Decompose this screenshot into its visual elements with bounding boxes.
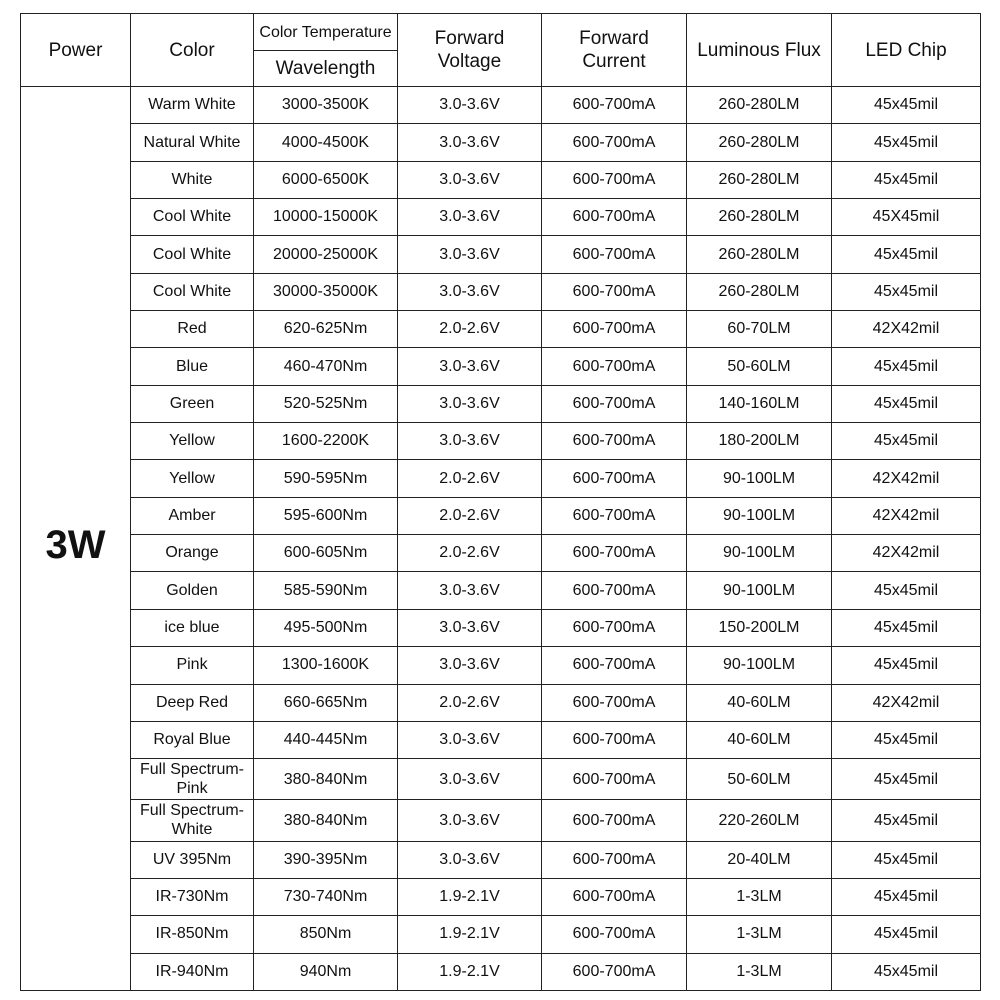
color-temperature-cell: 520-525Nm [254, 385, 398, 422]
led-chip-cell: 45x45mil [832, 841, 981, 878]
forward-current-cell: 600-700mA [542, 311, 687, 348]
color-cell: UV 395Nm [131, 841, 254, 878]
led-chip-cell: 45x45mil [832, 348, 981, 385]
led-chip-cell: 45x45mil [832, 87, 981, 124]
table-row [21, 535, 981, 572]
forward-voltage-cell: 3.0-3.6V [398, 609, 542, 646]
table-row [21, 273, 981, 310]
forward-voltage-cell: 3.0-3.6V [398, 647, 542, 684]
header-forward-current-line1: Forward [579, 28, 649, 49]
color-temperature-cell: 1600-2200K [254, 423, 398, 460]
forward-current-cell: 600-700mA [542, 800, 687, 841]
color-temperature-cell: 390-395Nm [254, 841, 398, 878]
color-cell: Orange [131, 535, 254, 572]
led-chip-cell: 45x45mil [832, 916, 981, 953]
color-cell: Blue [131, 348, 254, 385]
led-chip-cell: 45X45mil [832, 199, 981, 236]
led-chip-cell: 45x45mil [832, 721, 981, 758]
header-forward-current-line2: Current [582, 51, 646, 72]
color-temperature-cell: 850Nm [254, 916, 398, 953]
color-cell: Deep Red [131, 684, 254, 721]
luminous-flux-cell: 1-3LM [687, 916, 832, 953]
led-chip-cell: 45x45mil [832, 572, 981, 609]
color-cell: Red [131, 311, 254, 348]
forward-current-cell: 600-700mA [542, 609, 687, 646]
luminous-flux-cell: 90-100LM [687, 572, 832, 609]
led-chip-cell: 45x45mil [832, 609, 981, 646]
forward-voltage-cell: 3.0-3.6V [398, 572, 542, 609]
header-color-temperature: Color Temperature [254, 14, 398, 51]
led-chip-cell: 45x45mil [832, 800, 981, 841]
color-temperature-cell: 940Nm [254, 953, 398, 990]
forward-current-cell: 600-700mA [542, 87, 687, 124]
forward-voltage-cell: 3.0-3.6V [398, 800, 542, 841]
luminous-flux-cell: 260-280LM [687, 199, 832, 236]
color-cell: Cool White [131, 273, 254, 310]
forward-voltage-cell: 1.9-2.1V [398, 878, 542, 915]
led-chip-cell: 45x45mil [832, 124, 981, 161]
color-cell-line1: Full Spectrum- [139, 761, 245, 779]
led-chip-cell: 45x45mil [832, 161, 981, 198]
table-row [21, 311, 981, 348]
forward-voltage-cell: 1.9-2.1V [398, 916, 542, 953]
forward-current-cell: 600-700mA [542, 236, 687, 273]
forward-current-cell: 600-700mA [542, 385, 687, 422]
luminous-flux-cell: 1-3LM [687, 878, 832, 915]
color-cell: Natural White [131, 124, 254, 161]
forward-current-cell: 600-700mA [542, 916, 687, 953]
forward-current-cell: 600-700mA [542, 423, 687, 460]
table-row [21, 953, 981, 990]
color-cell [131, 800, 254, 841]
led-chip-cell: 45x45mil [832, 273, 981, 310]
table-row [21, 684, 981, 721]
led-spec-table [20, 13, 981, 991]
table-row [21, 647, 981, 684]
forward-voltage-cell: 3.0-3.6V [398, 423, 542, 460]
luminous-flux-cell: 260-280LM [687, 161, 832, 198]
led-chip-cell: 45x45mil [832, 385, 981, 422]
luminous-flux-cell: 50-60LM [687, 759, 832, 800]
power-cell: 3W [21, 87, 131, 991]
led-chip-cell: 45x45mil [832, 878, 981, 915]
luminous-flux-cell: 260-280LM [687, 87, 832, 124]
forward-voltage-cell: 3.0-3.6V [398, 124, 542, 161]
forward-voltage-cell: 2.0-2.6V [398, 535, 542, 572]
color-cell: Golden [131, 572, 254, 609]
forward-voltage-cell: 3.0-3.6V [398, 273, 542, 310]
forward-voltage-cell: 3.0-3.6V [398, 759, 542, 800]
color-temperature-cell: 460-470Nm [254, 348, 398, 385]
color-temperature-cell: 730-740Nm [254, 878, 398, 915]
forward-current-cell: 600-700mA [542, 647, 687, 684]
table-body [21, 87, 981, 991]
color-temperature-cell: 440-445Nm [254, 721, 398, 758]
table-row [21, 460, 981, 497]
table-row [21, 423, 981, 460]
table-row [21, 348, 981, 385]
color-temperature-cell: 380-840Nm [254, 759, 398, 800]
forward-voltage-cell: 2.0-2.6V [398, 311, 542, 348]
luminous-flux-cell: 140-160LM [687, 385, 832, 422]
table-row [21, 161, 981, 198]
forward-current-cell: 600-700mA [542, 348, 687, 385]
table-row [21, 199, 981, 236]
color-temperature-cell: 620-625Nm [254, 311, 398, 348]
luminous-flux-cell: 40-60LM [687, 721, 832, 758]
luminous-flux-cell: 260-280LM [687, 273, 832, 310]
table-row [21, 841, 981, 878]
color-temperature-cell: 1300-1600K [254, 647, 398, 684]
forward-current-cell: 600-700mA [542, 161, 687, 198]
header-color: Color [131, 14, 254, 87]
luminous-flux-cell: 50-60LM [687, 348, 832, 385]
color-temperature-cell: 595-600Nm [254, 497, 398, 534]
header-forward-voltage [398, 14, 542, 87]
color-cell: Green [131, 385, 254, 422]
led-chip-cell: 42X42mil [832, 311, 981, 348]
table-row [21, 878, 981, 915]
forward-voltage-cell: 3.0-3.6V [398, 236, 542, 273]
color-cell-line2: Pink [176, 780, 208, 798]
header-power: Power [21, 14, 131, 87]
luminous-flux-cell: 220-260LM [687, 800, 832, 841]
color-cell: IR-730Nm [131, 878, 254, 915]
table-row [21, 721, 981, 758]
table-row [21, 572, 981, 609]
forward-voltage-cell: 3.0-3.6V [398, 87, 542, 124]
luminous-flux-cell: 180-200LM [687, 423, 832, 460]
forward-voltage-cell: 3.0-3.6V [398, 348, 542, 385]
header-forward-voltage-line1: Forward [434, 28, 505, 49]
forward-current-cell: 600-700mA [542, 759, 687, 800]
forward-current-cell: 600-700mA [542, 572, 687, 609]
color-cell: IR-850Nm [131, 916, 254, 953]
forward-current-cell: 600-700mA [542, 684, 687, 721]
led-chip-cell: 42X42mil [832, 460, 981, 497]
color-temperature-cell: 495-500Nm [254, 609, 398, 646]
color-temperature-cell: 10000-15000K [254, 199, 398, 236]
luminous-flux-cell: 90-100LM [687, 497, 832, 534]
table-row [21, 609, 981, 646]
forward-voltage-cell: 3.0-3.6V [398, 385, 542, 422]
luminous-flux-cell: 60-70LM [687, 311, 832, 348]
table-row [21, 800, 981, 841]
forward-current-cell: 600-700mA [542, 841, 687, 878]
color-temperature-cell: 585-590Nm [254, 572, 398, 609]
led-chip-cell: 45x45mil [832, 647, 981, 684]
color-cell: Yellow [131, 423, 254, 460]
luminous-flux-cell: 90-100LM [687, 535, 832, 572]
color-temperature-cell: 660-665Nm [254, 684, 398, 721]
header-wavelength: Wavelength [254, 51, 398, 87]
forward-current-cell: 600-700mA [542, 124, 687, 161]
color-cell: Cool White [131, 199, 254, 236]
led-chip-cell: 42X42mil [832, 684, 981, 721]
forward-voltage-cell: 1.9-2.1V [398, 953, 542, 990]
led-chip-cell: 45x45mil [832, 759, 981, 800]
color-cell: Royal Blue [131, 721, 254, 758]
led-chip-cell: 45x45mil [832, 423, 981, 460]
luminous-flux-cell: 90-100LM [687, 647, 832, 684]
forward-voltage-cell: 3.0-3.6V [398, 199, 542, 236]
header-luminous-flux: Luminous Flux [687, 14, 832, 87]
luminous-flux-cell: 20-40LM [687, 841, 832, 878]
led-chip-cell: 42X42mil [832, 535, 981, 572]
color-temperature-cell: 3000-3500K [254, 87, 398, 124]
header-led-chip: LED Chip [832, 14, 981, 87]
led-chip-cell: 42X42mil [832, 497, 981, 534]
forward-current-cell: 600-700mA [542, 460, 687, 497]
luminous-flux-cell: 1-3LM [687, 953, 832, 990]
color-cell: Warm White [131, 87, 254, 124]
table-row [21, 759, 981, 800]
forward-current-cell: 600-700mA [542, 535, 687, 572]
color-cell-line1: Full Spectrum- [139, 802, 245, 820]
color-cell: Yellow [131, 460, 254, 497]
color-cell: IR-940Nm [131, 953, 254, 990]
forward-current-cell: 600-700mA [542, 878, 687, 915]
color-cell-line2: White [171, 821, 213, 839]
color-temperature-cell: 30000-35000K [254, 273, 398, 310]
table-row [21, 236, 981, 273]
color-cell: Amber [131, 497, 254, 534]
forward-current-cell: 600-700mA [542, 199, 687, 236]
color-temperature-cell: 600-605Nm [254, 535, 398, 572]
table-row [21, 916, 981, 953]
table-row [21, 124, 981, 161]
luminous-flux-cell: 90-100LM [687, 460, 832, 497]
table-row [21, 497, 981, 534]
luminous-flux-cell: 260-280LM [687, 124, 832, 161]
forward-voltage-cell: 3.0-3.6V [398, 161, 542, 198]
forward-voltage-cell: 2.0-2.6V [398, 460, 542, 497]
table-row [21, 87, 981, 124]
color-cell: Cool White [131, 236, 254, 273]
forward-voltage-cell: 2.0-2.6V [398, 684, 542, 721]
forward-current-cell: 600-700mA [542, 721, 687, 758]
forward-current-cell: 600-700mA [542, 273, 687, 310]
color-temperature-cell: 4000-4500K [254, 124, 398, 161]
led-chip-cell: 45x45mil [832, 236, 981, 273]
forward-current-cell: 600-700mA [542, 953, 687, 990]
forward-voltage-cell: 3.0-3.6V [398, 841, 542, 878]
color-temperature-cell: 380-840Nm [254, 800, 398, 841]
led-chip-cell: 45x45mil [832, 953, 981, 990]
color-cell: White [131, 161, 254, 198]
color-temperature-cell: 20000-25000K [254, 236, 398, 273]
luminous-flux-cell: 150-200LM [687, 609, 832, 646]
color-cell: ice blue [131, 609, 254, 646]
forward-voltage-cell: 2.0-2.6V [398, 497, 542, 534]
forward-voltage-cell: 3.0-3.6V [398, 721, 542, 758]
color-cell [131, 759, 254, 800]
luminous-flux-cell: 40-60LM [687, 684, 832, 721]
header-forward-voltage-line2: Voltage [437, 51, 502, 72]
header-forward-current [542, 14, 687, 87]
color-temperature-cell: 590-595Nm [254, 460, 398, 497]
forward-current-cell: 600-700mA [542, 497, 687, 534]
color-cell: Pink [131, 647, 254, 684]
luminous-flux-cell: 260-280LM [687, 236, 832, 273]
color-temperature-cell: 6000-6500K [254, 161, 398, 198]
table-row [21, 385, 981, 422]
